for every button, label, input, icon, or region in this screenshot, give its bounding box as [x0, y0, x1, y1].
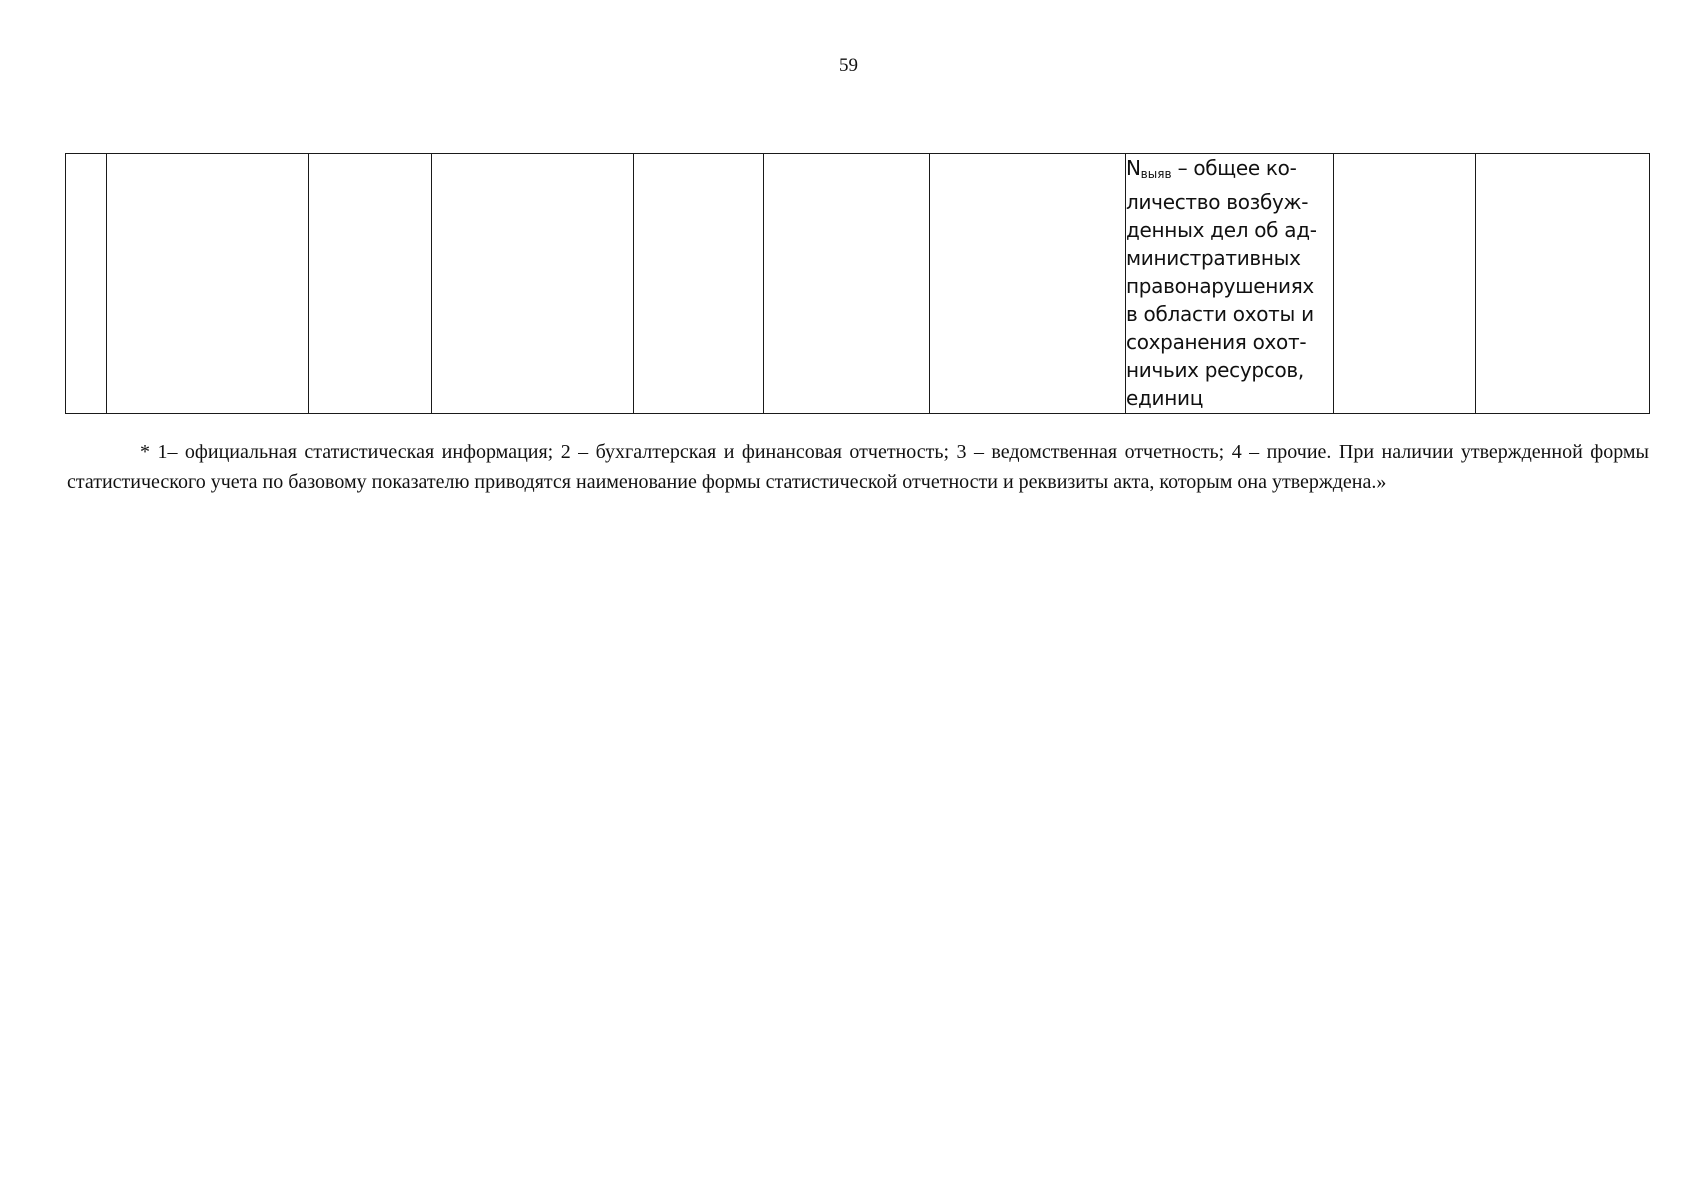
table-cell-3 — [309, 154, 432, 414]
formula-line-9: единиц — [1126, 386, 1204, 410]
table-cell-7 — [930, 154, 1126, 414]
formula-line-6: в области охоты и — [1126, 302, 1314, 326]
table-cell-9 — [1334, 154, 1476, 414]
formula-line-1 — [1126, 154, 1333, 188]
table-cell-1 — [66, 154, 107, 414]
table-cell-6 — [764, 154, 930, 414]
formula-symbol: N — [1126, 156, 1141, 180]
formula-line-8: ничьих ресурсов, — [1126, 358, 1304, 382]
formula-line-7: сохранения охот- — [1126, 330, 1307, 354]
table-cell-10 — [1476, 154, 1650, 414]
formula-description-cell — [1126, 154, 1334, 414]
formula-line-4: министративных — [1126, 246, 1301, 270]
table-row — [66, 154, 1650, 414]
page-number: 59 — [839, 55, 858, 76]
footnote: * 1– официальная статистическая информация; 2 – бухгалтерская и финансовая отчетность; 3 – ведомственная отчетность; 4 – прочие. При наличии утвержденной формы статистического учета по базовому показателю приводятся наименование формы статистической отчетности и реквизиты акта, которым она утверждена.» — [67, 441, 1649, 493]
indicator-table — [65, 153, 1650, 414]
table-cell-4 — [432, 154, 634, 414]
formula-line-3: денных дел об ад- — [1126, 218, 1317, 242]
table-cell-2 — [107, 154, 309, 414]
formula-subscript: выяв — [1140, 167, 1172, 181]
formula-line-5: правонарушениях — [1126, 274, 1314, 298]
formula-line-2: личество возбуж- — [1126, 190, 1309, 214]
formula-text: – общее ко- — [1171, 156, 1297, 180]
table-cell-5 — [634, 154, 764, 414]
